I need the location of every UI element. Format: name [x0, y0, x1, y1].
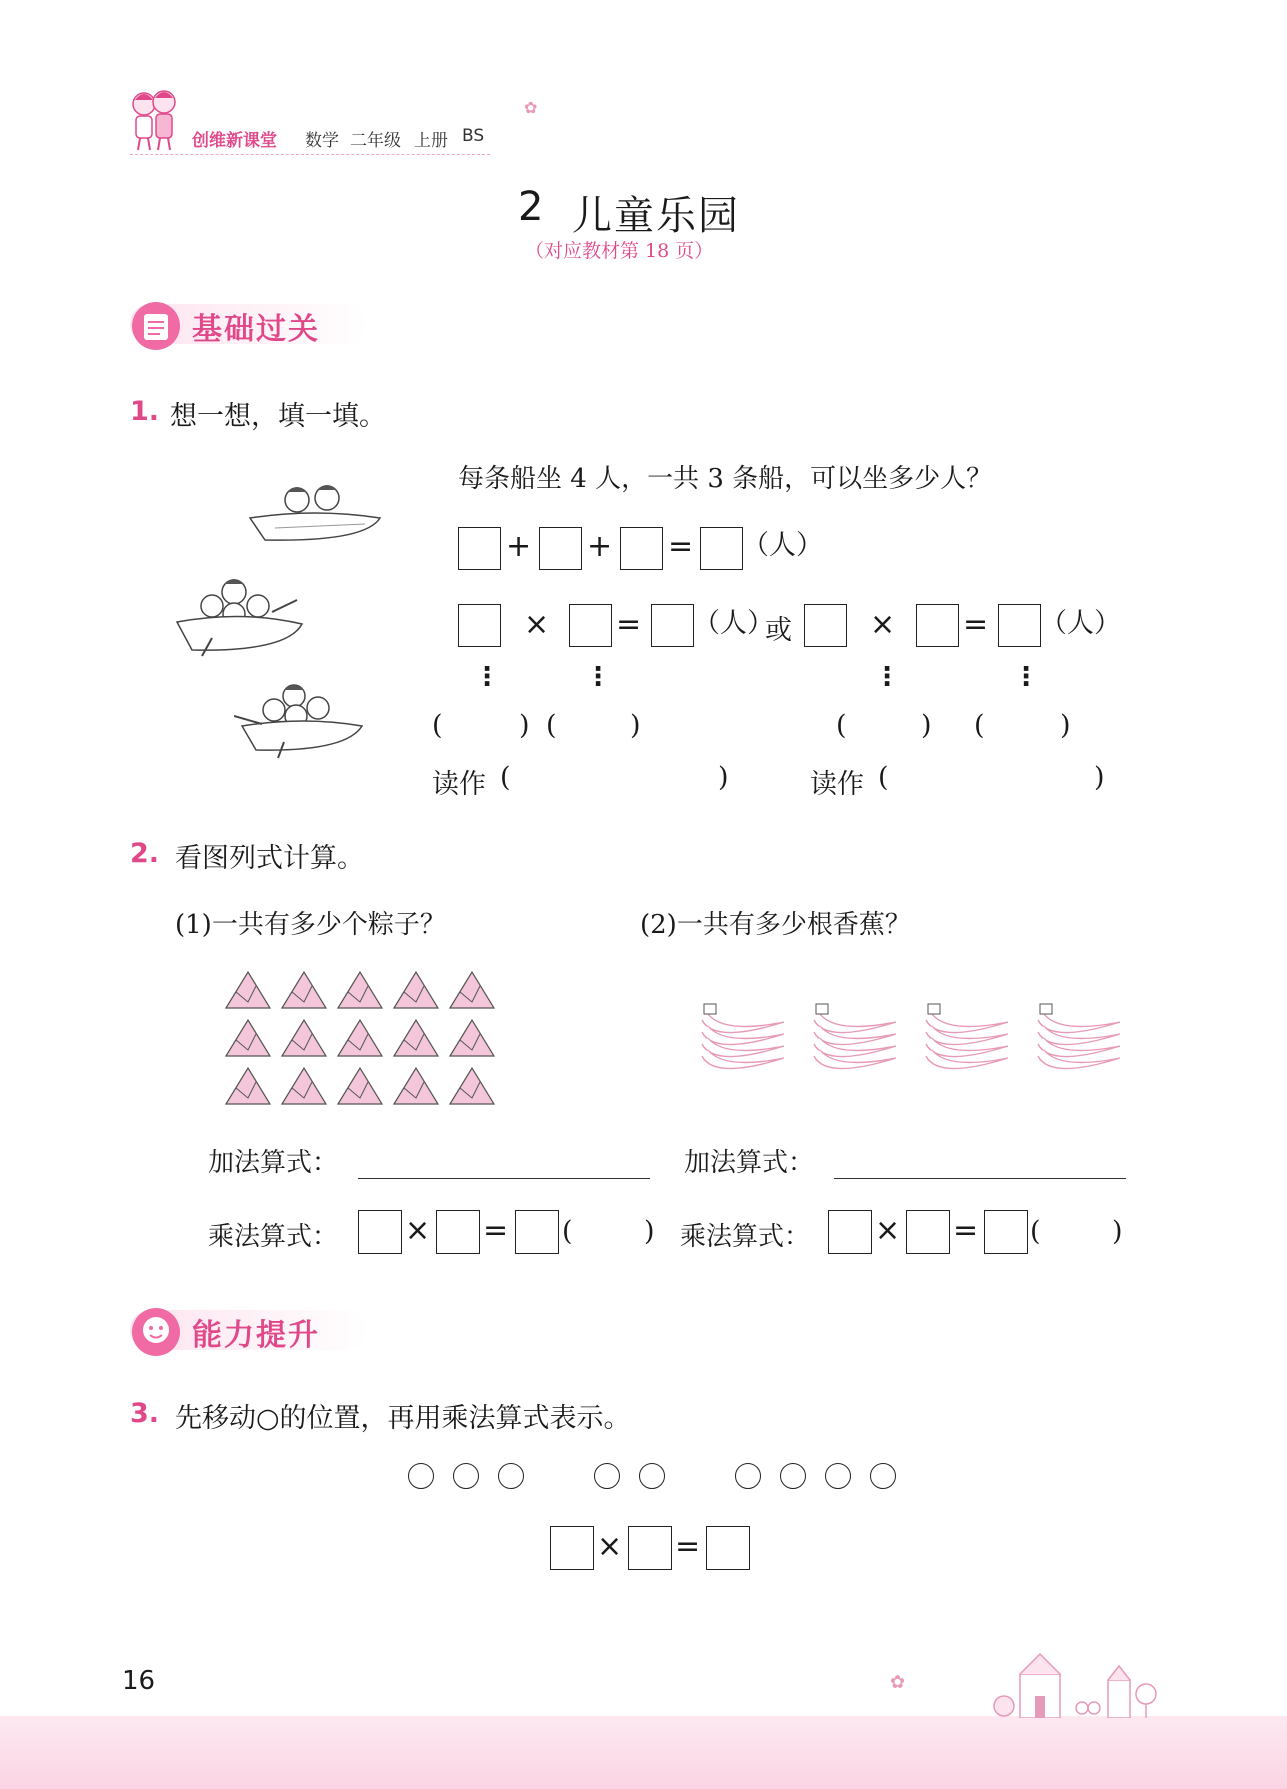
q1-equals-a: = [616, 607, 642, 642]
q1-read-as-1-close: ) [718, 762, 729, 793]
zongzi-icon [282, 972, 326, 1008]
flower-icon: ✿ [890, 1672, 906, 1693]
q3-mul-result[interactable] [706, 1526, 750, 1570]
q1-mul-b-result[interactable] [998, 604, 1041, 647]
q1-read-as-1-blank[interactable] [514, 762, 714, 794]
zongzi-icon [226, 1068, 270, 1104]
header-volume: 上册 [414, 131, 448, 151]
q1-vdots-1: ⋮ [474, 662, 500, 692]
q2-part1-add-line[interactable] [358, 1178, 650, 1179]
banana-bunch-icon [702, 1004, 784, 1069]
q3-equals: = [675, 1529, 701, 1564]
q2-number: 2. [130, 838, 160, 869]
q1-mul-b-unit: （人） [1040, 608, 1121, 639]
zongzi-icon [226, 1020, 270, 1056]
q1-blank-4[interactable] [988, 712, 1056, 742]
q1-blank-1-close: ) [519, 710, 530, 741]
q3-prompt: 先移动○的位置，再用乘法算式表示。 [175, 1403, 631, 1434]
q1-read-as-2-blank[interactable] [892, 762, 1092, 794]
zongzi-icon [394, 1068, 438, 1104]
q2-part1-mul-result[interactable] [515, 1210, 559, 1254]
q2-part1-mul-box-1[interactable] [358, 1210, 402, 1254]
section-basic-title: 基础过关 [192, 312, 320, 347]
q3-circle[interactable] [453, 1463, 479, 1489]
banana-bunch-icon [926, 1004, 1008, 1069]
header-edition: BS [462, 126, 485, 146]
q2-part2-times: × [875, 1213, 901, 1248]
q3-circle[interactable] [639, 1463, 665, 1489]
q3-circle[interactable] [870, 1463, 896, 1489]
q1-blank-4-open: ( [974, 710, 985, 741]
zongzi-icon [282, 1068, 326, 1104]
q1-blank-1[interactable] [446, 712, 514, 742]
q2-part2-mul-box-1[interactable] [828, 1210, 872, 1254]
section-basic-icon [130, 300, 182, 352]
q1-plus-1: + [506, 529, 532, 564]
boat-image-1 [245, 478, 385, 546]
lesson-title: 儿童乐园 [572, 193, 740, 239]
q1-blank-3-close: ) [921, 710, 932, 741]
butterfly-icon: ✿ [524, 98, 538, 117]
q2-part1-add-label: 加法算式： [208, 1148, 339, 1178]
header-grade: 二年级 [350, 131, 401, 151]
boat-image-3 [234, 680, 374, 760]
q1-add-box-1[interactable] [458, 527, 501, 570]
q2-part1-times: × [405, 1213, 431, 1248]
q1-vdots-2: ⋮ [585, 662, 611, 692]
banana-group [690, 1000, 1130, 1080]
q3-circle[interactable] [780, 1463, 806, 1489]
q1-blank-3-open: ( [836, 710, 847, 741]
q3-circle[interactable] [498, 1463, 524, 1489]
q3-circle[interactable] [735, 1463, 761, 1489]
q1-blank-2[interactable] [560, 712, 626, 742]
q1-read-as-2-label: 读作 [810, 769, 864, 800]
q1-plus-2: + [587, 529, 613, 564]
zongzi-icon [226, 972, 270, 1008]
q1-times-b: × [870, 607, 896, 642]
q2-part2-mul-result[interactable] [984, 1210, 1028, 1254]
q2-part2-mul-box-2[interactable] [906, 1210, 950, 1254]
q1-mul-b-box-2[interactable] [916, 604, 959, 647]
q1-add-box-3[interactable] [620, 527, 663, 570]
q2-part1-unit-open: ( [562, 1216, 573, 1247]
q2-prompt: 看图列式计算。 [175, 843, 364, 874]
q2-part2-mul-label: 乘法算式： [680, 1222, 811, 1252]
zongzi-icon [450, 1020, 494, 1056]
q1-vdots-3: ⋮ [874, 662, 900, 692]
q1-number: 1. [130, 396, 160, 427]
header-subject: 数学 [305, 131, 339, 151]
q2-part1-equals: = [483, 1213, 509, 1248]
q2-part1-mul-label: 乘法算式： [208, 1222, 339, 1252]
q2-part2-add-line[interactable] [834, 1178, 1126, 1179]
q2-part2-add-label: 加法算式： [684, 1148, 815, 1178]
q3-circle[interactable] [408, 1463, 434, 1489]
zongzi-grid [220, 966, 500, 1116]
q1-blank-3[interactable] [850, 712, 916, 742]
q3-mul-box-2[interactable] [628, 1526, 672, 1570]
q3-circle[interactable] [825, 1463, 851, 1489]
q2-part1-unit-close: ) [644, 1216, 655, 1247]
castle-icon [990, 1650, 1170, 1718]
q3-times: × [597, 1529, 623, 1564]
q2-part2-unit-blank[interactable] [1044, 1214, 1108, 1248]
q1-problem-text: 每条船坐 4 人，一共 3 条船，可以坐多少人？ [458, 464, 993, 494]
zongzi-icon [338, 1068, 382, 1104]
footer-band [0, 1716, 1287, 1789]
q1-equals-b: = [963, 607, 989, 642]
zongzi-icon [450, 1068, 494, 1104]
q1-blank-1-open: ( [432, 710, 443, 741]
q1-blank-2-close: ) [630, 710, 641, 741]
q3-circle[interactable] [594, 1463, 620, 1489]
banana-bunch-icon [814, 1004, 896, 1069]
q2-part1-unit-blank[interactable] [576, 1214, 640, 1248]
q2-part2-equals: = [953, 1213, 979, 1248]
zongzi-icon [282, 1020, 326, 1056]
header-brand: 创维新课堂 [192, 131, 277, 151]
boat-image-2 [172, 572, 312, 660]
q1-mul-b-box-1[interactable] [804, 604, 847, 647]
textbook-reference: （对应教材第 18 页） [525, 240, 714, 262]
q1-read-as-2-close: ) [1094, 762, 1105, 793]
q1-mul-a-box-2[interactable] [569, 604, 612, 647]
q1-add-result-box[interactable] [700, 527, 743, 570]
q1-add-box-2[interactable] [539, 527, 582, 570]
q1-prompt: 想一想，填一填。 [170, 401, 386, 432]
q1-times-a: × [524, 607, 550, 642]
q1-mul-a-result[interactable] [651, 604, 694, 647]
q1-blank-4-close: ) [1060, 710, 1071, 741]
header-divider [130, 154, 490, 155]
q1-blank-2-open: ( [546, 710, 557, 741]
q2-part2-unit-close: ) [1112, 1216, 1123, 1247]
page-number: 16 [122, 1666, 156, 1696]
zongzi-icon [450, 972, 494, 1008]
section-advanced-icon [130, 1306, 182, 1358]
q2-part1-mul-box-2[interactable] [436, 1210, 480, 1254]
header-mascot-icon [126, 88, 182, 152]
q1-or: 或 [765, 615, 792, 646]
zongzi-icon [338, 1020, 382, 1056]
lesson-number: 2 [518, 184, 546, 230]
q2-part2-question: (2)一共有多少根香蕉？ [640, 910, 911, 940]
q1-read-as-1-open: ( [500, 762, 511, 793]
q1-read-as-2-open: ( [878, 762, 889, 793]
q1-vdots-4: ⋮ [1013, 662, 1039, 692]
q1-mul-a-box-1[interactable] [458, 604, 501, 647]
q1-read-as-1-label: 读作 [432, 769, 486, 800]
q1-equals-1: = [668, 529, 694, 564]
q3-number: 3. [130, 1398, 160, 1429]
q1-add-unit: （人） [742, 530, 823, 561]
banana-bunch-icon [1038, 1004, 1120, 1069]
zongzi-icon [394, 1020, 438, 1056]
section-advanced-title: 能力提升 [192, 1318, 320, 1353]
zongzi-icon [338, 972, 382, 1008]
q2-part1-question: (1)一共有多少个粽子？ [175, 910, 446, 940]
q3-mul-box-1[interactable] [550, 1526, 594, 1570]
q1-mul-a-unit: （人） [693, 608, 774, 639]
q2-part2-unit-open: ( [1030, 1216, 1041, 1247]
zongzi-icon [394, 972, 438, 1008]
